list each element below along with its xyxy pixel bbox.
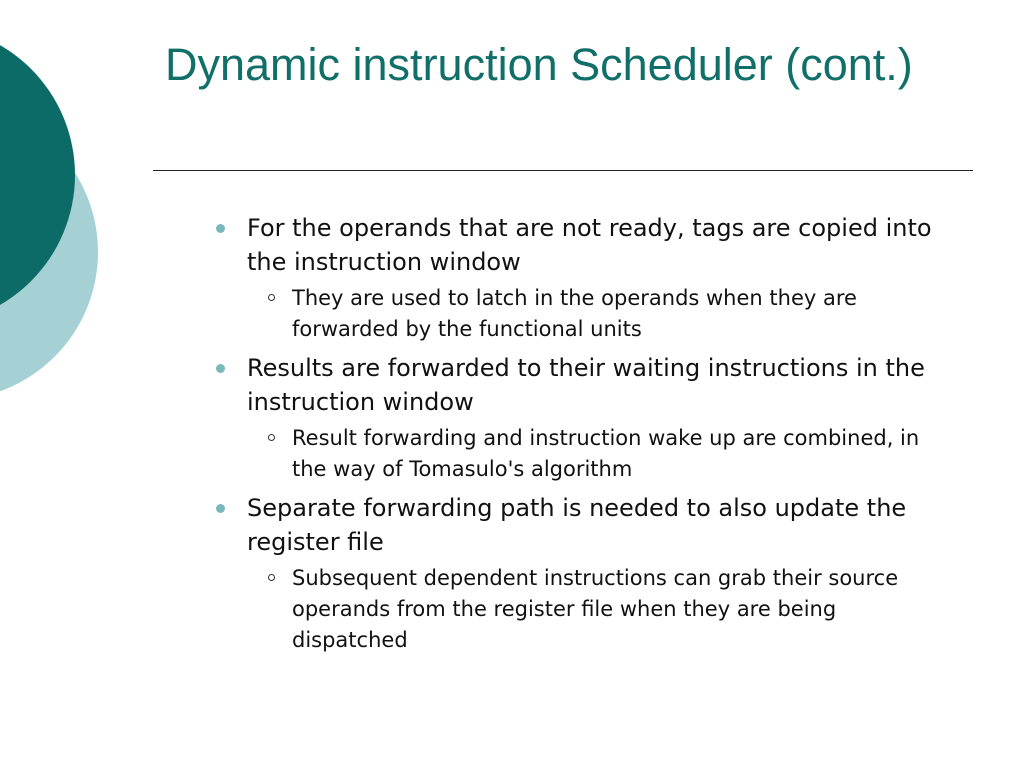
sub-bullet-ring-icon [268, 294, 275, 301]
sub-bullet-ring-icon [268, 434, 275, 441]
bullet-text: Separate forwarding path is needed to also update the register file [247, 494, 907, 556]
sub-bullet-text: Result forwarding and instruction wake up are combined, in the way of Tomasulo's algorithm [292, 426, 920, 481]
sub-bullet-item [247, 563, 953, 656]
bullet-dot-icon [216, 504, 225, 513]
bullet-item [213, 351, 953, 485]
sub-bullet-text: Subsequent dependent instructions can grab their source operands from the register file when they are being dispatched [292, 566, 899, 652]
bullet-list [213, 211, 953, 662]
sub-bullet-list [247, 283, 953, 345]
sub-bullet-text: They are used to latch in the operands when they are forwarded by the functional units [292, 286, 857, 341]
bullet-text: For the operands that are not ready, tags are copied into the instruction window [247, 214, 932, 276]
bullet-text: Results are forwarded to their waiting instructions in the instruction window [247, 354, 925, 416]
sub-bullet-list [247, 423, 953, 485]
bullet-dot-icon [216, 364, 225, 373]
sub-bullet-list [247, 563, 953, 656]
bullet-item [213, 211, 953, 345]
title-divider [153, 170, 973, 171]
bullet-dot-icon [216, 224, 225, 233]
sub-bullet-item [247, 283, 953, 345]
decorative-circles [0, 0, 120, 420]
sub-bullet-item [247, 423, 953, 485]
bullet-item [213, 491, 953, 656]
sub-bullet-ring-icon [268, 574, 275, 581]
slide-title: Dynamic instruction Scheduler (cont.) [165, 39, 913, 90]
